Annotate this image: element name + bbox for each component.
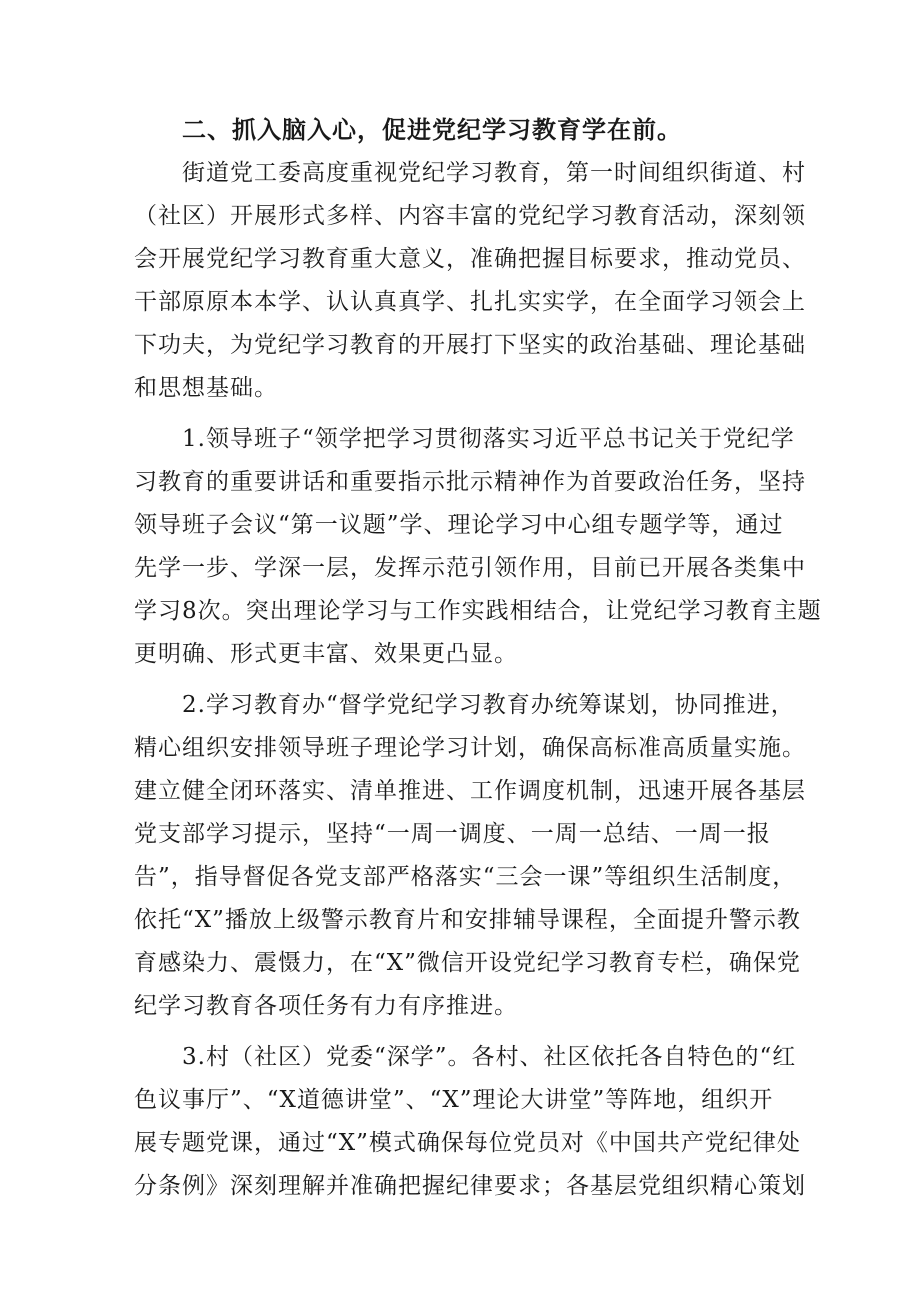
text-line: 先学一步、学深一层，发挥示范引领作用，目前已开展各类集中 [134, 555, 806, 581]
text-line: 告”，指导督促各党支部严格落实“三会一课”等组织生活制度， [134, 864, 797, 890]
text-line: 干部原原本本学、认认真真学、扎扎实实学，在全面学习领会上 [134, 289, 806, 315]
paragraph-item-1 [134, 418, 822, 676]
text-line: 领导班子会议“第一议题”学、理论学习中心组专题学等，通过 [134, 512, 784, 538]
text-line: 建立健全闭环落实、清单推进、工作调度机制，迅速开展各基层 [134, 778, 806, 804]
text-line: 1.领导班子“领学把学习贯彻落实习近平总书记关于党纪学 [182, 426, 795, 452]
text-line: 2.学习教育办“督学党纪学习教育办统筹谋划，协同推进， [182, 692, 795, 718]
text-line: 更明确、形式更丰富、效果更凸显。 [134, 641, 518, 667]
text-line: 街道党工委高度重视党纪学习教育，第一时间组织街道、村 [182, 160, 806, 186]
paragraph-item-3 [134, 1036, 806, 1208]
document-body [134, 108, 822, 1216]
text-line: 分条例》深刻理解并准确把握纪律要求；各基层党组织精心策划 [134, 1173, 806, 1199]
section-heading: 二、抓入脑入心，促进党纪学习教育学在前。 [182, 116, 682, 144]
text-line: 精心组织安排领导班子理论学习计划，确保高标准高质量实施。 [134, 735, 806, 761]
text-line: 和思想基础。 [134, 375, 278, 401]
text-line: 党支部学习提示，坚持“一周一调度、一周一总结、一周一报 [134, 821, 771, 847]
text-line: 下功夫，为党纪学习教育的开展打下坚实的政治基础、理论基础 [134, 332, 806, 358]
text-line: 学习8次。突出理论学习与工作实践相结合，让党纪学习教育主题 [134, 598, 822, 624]
text-line: （社区）开展形式多样、内容丰富的党纪学习教育活动，深刻领 [134, 203, 806, 229]
text-line: 纪学习教育各项任务有力有序推进。 [134, 993, 518, 1019]
text-line: 3.村（社区）党委“深学”。各村、社区依托各自特色的“红 [182, 1044, 797, 1070]
text-line: 色议事厅”、“X道德讲堂”、“X”理论大讲堂”等阵地，组织开 [134, 1087, 774, 1113]
text-line: 会开展党纪学习教育重大意义，准确把握目标要求，推动党员、 [134, 246, 806, 272]
text-line: 依托“X”播放上级警示教育片和安排辅导课程，全面提升警示教 [134, 907, 801, 933]
text-line: 习教育的重要讲话和重要指示批示精神作为首要政治任务，坚持 [134, 469, 806, 495]
text-line: 育感染力、震慑力，在“X”微信开设党纪学习教育专栏，确保党 [134, 950, 801, 976]
paragraph-intro [134, 152, 806, 410]
paragraph-item-2 [134, 684, 806, 1028]
text-line: 展专题党课，通过“X”模式确保每位党员对《中国共产党纪律处 [134, 1130, 801, 1156]
